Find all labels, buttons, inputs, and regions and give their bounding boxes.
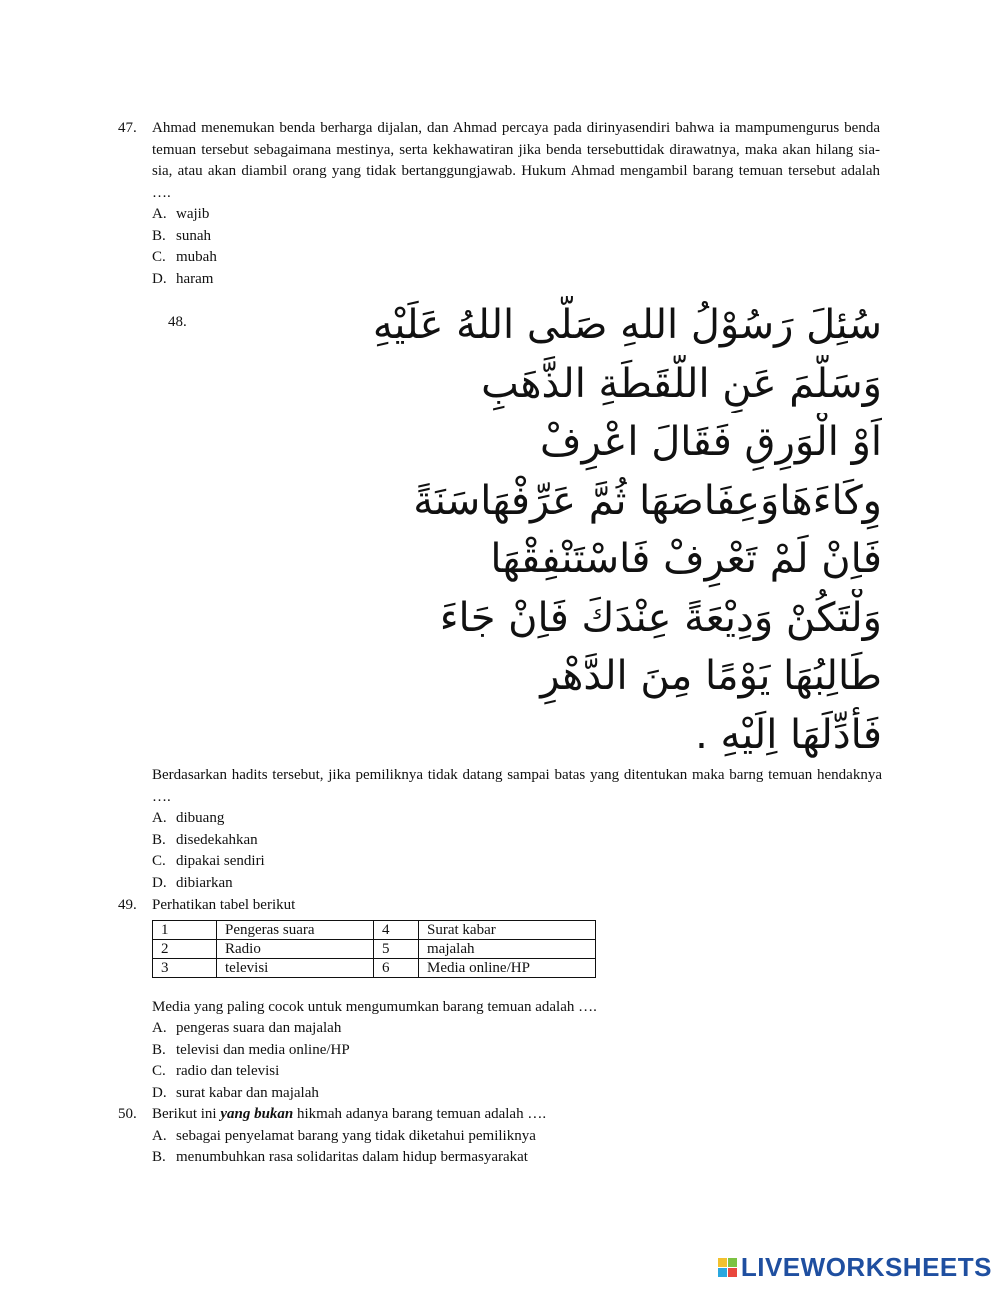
- option-c[interactable]: [152, 851, 882, 873]
- hadith-line-1: سُئِلَ رَسُوْلُ اللهِ صَلَّى اللهُ عَلَيْهِ: [372, 302, 882, 348]
- stem-part: hikmah adanya barang temuan adalah ….: [293, 1106, 547, 1122]
- option-c[interactable]: [152, 247, 880, 269]
- logo-icon: [718, 1258, 737, 1277]
- stem-emphasis: yang bukan: [220, 1106, 294, 1122]
- option-letter: D.: [152, 270, 167, 287]
- question-number: 50.: [118, 1106, 137, 1122]
- stem-part: Berikut ini: [152, 1106, 221, 1122]
- table-cell: 4: [374, 920, 419, 939]
- logo-text: LIVEWORKSHEETS: [740, 1252, 992, 1282]
- question-50: [118, 1104, 880, 1169]
- liveworksheets-logo[interactable]: [718, 1252, 992, 1283]
- option-letter: C.: [152, 1063, 166, 1079]
- option-text: dibuang: [176, 810, 225, 826]
- table-cell: Pengeras suara: [217, 920, 374, 939]
- option-letter: D.: [152, 1084, 167, 1101]
- option-text: dibiarkan: [176, 874, 233, 891]
- table-cell: majalah: [419, 939, 596, 958]
- option-text: surat kabar dan majalah: [176, 1084, 319, 1101]
- question-stem: Berdasarkan hadits tersebut, jika pemiliknya tidak datang sampai batas yang ditentukan maka barng temuan hendaknya ….: [152, 767, 882, 805]
- option-letter: D.: [152, 874, 167, 891]
- option-a[interactable]: [152, 1018, 880, 1040]
- option-c[interactable]: [152, 1061, 880, 1083]
- question-47: [118, 118, 880, 290]
- option-text: disedekahkan: [176, 831, 258, 848]
- table-cell: televisi: [217, 958, 374, 977]
- hadith-line-5: فَاِنْ لَمْ تَعْرِفْ فَاسْتَنْفِقْهَا: [490, 536, 882, 582]
- option-text: pengeras suara dan majalah: [176, 1020, 342, 1036]
- option-text: sebagai penyelamat barang yang tidak diketahui pemiliknya: [176, 1127, 536, 1144]
- option-letter: A.: [152, 1020, 167, 1036]
- question-number: 49.: [118, 897, 137, 913]
- question-stem: Ahmad menemukan benda berharga dijalan, dan Ahmad percaya pada dirinyasendiri bahwa ia mampumengurus benda temuan tersebut sebagaimana mestinya, serta kekhawatiran jika benda tersebuttidak dirawatnya, maka akan hilang sia-sia, atau akan diambil orang yang tidak bertanggungjawab. Hukum Ahmad mengambil barang temuan tersebut adalah ….: [152, 120, 880, 201]
- option-a[interactable]: [152, 1126, 880, 1148]
- question-number-48: 48.: [168, 314, 187, 330]
- option-text: sunah: [176, 227, 211, 244]
- table-cell: 3: [153, 958, 217, 977]
- table-cell: 1: [153, 920, 217, 939]
- question-stem: [152, 1104, 880, 1126]
- table-cell: 5: [374, 939, 419, 958]
- table-cell: Media online/HP: [419, 958, 596, 977]
- hadith-line-4: وِكَاءَهَاوَعِفَاصَهَا ثُمَّ عَرِّفْهَاسَنَةً: [413, 477, 882, 524]
- option-b[interactable]: [152, 226, 880, 248]
- option-a[interactable]: [152, 204, 880, 226]
- option-b[interactable]: [152, 830, 882, 852]
- table-row: [153, 958, 596, 977]
- logo-square: [718, 1258, 727, 1267]
- logo-square: [718, 1268, 727, 1277]
- question-stem: Media yang paling cocok untuk mengumumkan barang temuan adalah ….: [152, 998, 597, 1015]
- option-letter: B.: [152, 831, 166, 848]
- option-letter: C.: [152, 249, 166, 265]
- table-row: [153, 920, 596, 939]
- option-b[interactable]: [152, 1147, 880, 1169]
- option-d[interactable]: [152, 269, 880, 291]
- option-letter: A.: [152, 1127, 167, 1144]
- hadith-line-2: وَسَلَّمَ عَنِ اللُّقَطَةِ الذَّهَبِ: [481, 360, 882, 407]
- option-text: haram: [176, 270, 214, 287]
- table-cell: 2: [153, 939, 217, 958]
- question-49: [118, 895, 880, 1104]
- question-intro: Perhatikan tabel berikut: [152, 897, 296, 913]
- option-letter: A.: [152, 206, 167, 222]
- option-letter: C.: [152, 853, 166, 869]
- hadith-text: [150, 296, 882, 764]
- table-row: [153, 939, 596, 958]
- option-text: radio dan televisi: [176, 1063, 280, 1079]
- option-text: mubah: [176, 249, 217, 265]
- option-text: dipakai sendiri: [176, 853, 265, 869]
- table-cell: Radio: [217, 939, 374, 958]
- option-letter: B.: [152, 1149, 166, 1165]
- logo-square: [728, 1258, 737, 1267]
- option-d[interactable]: [152, 873, 882, 895]
- option-text: wajib: [176, 206, 210, 222]
- option-b[interactable]: [152, 1040, 880, 1062]
- option-text: menumbuhkan rasa solidaritas dalam hidup bermasyarakat: [176, 1149, 528, 1165]
- hadith-line-7: طَالِبُهَا يَوْمًا مِنَ الدَّهْرِ: [540, 653, 882, 699]
- table-cell: Surat kabar: [419, 920, 596, 939]
- media-table: [152, 920, 596, 978]
- option-letter: B.: [152, 1041, 166, 1058]
- option-letter: B.: [152, 227, 166, 244]
- question-number: 47.: [118, 120, 137, 136]
- option-d[interactable]: [152, 1083, 880, 1105]
- option-text: televisi dan media online/HP: [176, 1041, 350, 1058]
- option-a[interactable]: [152, 808, 882, 830]
- hadith-line-6: وَلْتَكُنْ وَدِيْعَةً عِنْدَكَ فَاِنْ جَاءَ: [439, 594, 882, 641]
- option-letter: A.: [152, 810, 167, 826]
- hadith-line-3: اَوْ الْوَرِقِ فَقَالَ اعْرِفْ: [539, 419, 882, 465]
- table-cell: 6: [374, 958, 419, 977]
- logo-square: [728, 1268, 737, 1277]
- hadith-line-8: فَأَدِّلَهَا اِلَيْهِ .: [695, 711, 882, 758]
- question-48-body: [152, 765, 882, 894]
